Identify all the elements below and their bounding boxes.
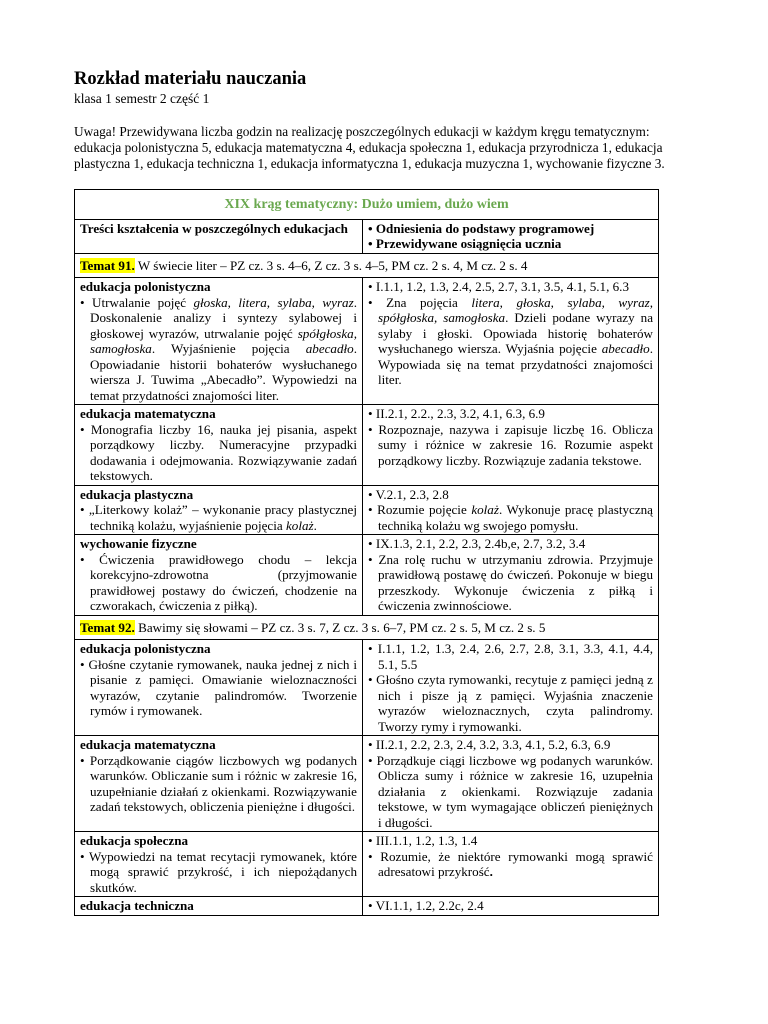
- section-content: [75, 832, 363, 897]
- topic-row-92: [75, 615, 659, 640]
- page-subtitle: klasa 1 semestr 2 część 1: [74, 91, 210, 106]
- section-row: [75, 897, 659, 916]
- section-row: [75, 278, 659, 405]
- section-content: [75, 485, 363, 535]
- section-row: [75, 535, 659, 616]
- section-content: [75, 736, 363, 832]
- section-content-text: • Wypowiedzi na temat recytacji rymowanek, które mogą sprawić przykrość, i ich niepożądanych skutków.: [80, 848, 357, 895]
- section-row: [75, 405, 659, 486]
- topic-91-text: W świecie liter – PZ cz. 3 s. 4–6, Z cz. 3 s. 4–5, PM cz. 2 s. 4, M cz. 2 s. 4: [134, 257, 528, 273]
- cycle-header-row: [75, 190, 659, 220]
- header-references-label: • Odniesienia do podstawy programowej: [368, 220, 595, 236]
- topic-91: [75, 253, 659, 278]
- section-content-text: • Utrwalanie pojęć głoska, litera, sylaba, wyraz. Doskonalenie analizy i syntezy sylabowej i głoskowej wyrazów, utrwalanie pojęć spółgłoska, samogłoska. Wyjaśnienie pojęcia abecadło. Opowiadanie historii bohaterów wysłuchanego wiersza J. Tuwima „Abecadło”. Wypowiedzi na temat przydatności znajomości liter.: [80, 294, 357, 403]
- curriculum-table: [74, 189, 659, 916]
- section-name: edukacja matematyczna: [80, 737, 216, 752]
- topic-92-text: Bawimy się słowami – PZ cz. 3 s. 7, Z cz. 3 s. 6–7, PM cz. 2 s. 5, M cz. 2 s. 5: [134, 619, 546, 635]
- section-outcomes: [363, 278, 659, 405]
- section-row: [75, 832, 659, 897]
- section-outcomes: [363, 736, 659, 832]
- section-content-text: • Ćwiczenia prawidłowego chodu – lekcja korekcyjno-zdrowotna (przyjmowanie prawidłowej postawy do ćwiczeń, chodzenie na czworakach, ćwiczenia z piłką).: [80, 551, 357, 613]
- curriculum-references: • I.1.1, 1.2, 1.3, 2.4, 2.6, 2.7, 2.8, 3.1, 3.3, 4.1, 4.4, 5.1, 5.5: [368, 641, 653, 672]
- curriculum-references: • VI.1.1, 1.2, 2.2c, 2.4: [368, 898, 484, 913]
- section-outcomes: [363, 405, 659, 486]
- hours-notice: Uwaga! Przewidywana liczba godzin na realizację poszczególnych edukacji w każdym kręgu tematycznym: edukacja polonistyczna 5, edukacja matematyczna 4, edukacja społeczna 1, edukacja przyrodnicza 1, edukacja plastyczna 1, edukacja techniczna 1, edukacja informatyczna 1, edukacja muzyczna 1, wychowanie fizyczne 3.: [74, 124, 665, 171]
- topic-92: [75, 615, 659, 640]
- section-content: [75, 405, 363, 486]
- section-name: edukacja polonistyczna: [80, 641, 211, 656]
- column-header-content: Treści kształcenia w poszczególnych edukacjach: [75, 219, 363, 253]
- curriculum-references: • II.2.1, 2.2, 2.3, 2.4, 3.2, 3.3, 4.1, 5.2, 6.3, 6.9: [368, 737, 611, 752]
- section-name: edukacja polonistyczna: [80, 279, 211, 294]
- section-outcomes: [363, 640, 659, 736]
- section-name: edukacja społeczna: [80, 833, 189, 848]
- section-outcomes: [363, 485, 659, 535]
- curriculum-references: • III.1.1, 1.2, 1.3, 1.4: [368, 833, 478, 848]
- topic-92-label: Temat 92.: [80, 619, 135, 635]
- page-title: Rozkład materiału nauczania: [74, 69, 307, 89]
- section-content: [75, 640, 363, 736]
- topic-row-91: [75, 253, 659, 278]
- section-outcomes: [363, 535, 659, 616]
- section-content-text: • Monografia liczby 16, nauka jej pisania, aspekt porządkowy liczby. Numeracyjne przypadki dodawania i odejmowania. Rozwiązywanie zadań tekstowych.: [80, 421, 357, 483]
- document-page: [74, 68, 684, 916]
- section-name: edukacja matematyczna: [80, 406, 216, 421]
- section-row: [75, 485, 659, 535]
- section-name: wychowanie fizyczne: [80, 536, 197, 551]
- column-header-references: [363, 219, 659, 253]
- topic-91-label: Temat 91.: [80, 257, 135, 273]
- section-content: [75, 278, 363, 405]
- curriculum-references: • V.2.1, 2.3, 2.8: [368, 486, 449, 502]
- expected-achievements: • Porządkuje ciągi liczbowe wg podanych warunków. Oblicza sumy i różnice w zakresie 16, uzupełnia działania z okienkami. Rozwiązuje zadania tekstowe, w tym wymagające obliczeń pieniężnych i długości.: [368, 752, 653, 830]
- section-name: edukacja techniczna: [80, 898, 194, 913]
- section-content-text: • Porządkowanie ciągów liczbowych wg podanych warunków. Obliczanie sum i różnic w zakresie 16, uzupełnianie działań z okienkami. Rozwiązywanie zadań tekstowych, obliczenia pieniężne i długości.: [80, 752, 357, 814]
- header-achievements-label: • Przewidywane osiągnięcia ucznia: [368, 236, 562, 251]
- expected-achievements: • Rozumie, że niektóre rymowanki mogą sprawić adresatowi przykrość.: [368, 848, 653, 879]
- expected-achievements: • Rozpoznaje, nazywa i zapisuje liczbę 16. Oblicza sumy i różnice w zakresie 16. Rozumie aspekt porządkowy liczby. Rozwiązuje zadania tekstowe.: [368, 421, 653, 468]
- section-row: [75, 640, 659, 736]
- section-content: [75, 897, 363, 916]
- section-content-text: • Głośne czytanie rymowanek, nauka jednej z nich i pisanie z pamięci. Omawianie wieloznaczności wyrazów, czytanie palindromów. Tworzenie rymów i rymowanek.: [80, 656, 357, 718]
- section-outcomes: [363, 832, 659, 897]
- section-name: edukacja plastyczna: [80, 486, 194, 502]
- column-header-row: [75, 219, 659, 253]
- section-row: [75, 736, 659, 832]
- curriculum-references: • I.1.1, 1.2, 1.3, 2.4, 2.5, 2.7, 3.1, 3.5, 4.1, 5.1, 6.3: [368, 279, 629, 294]
- expected-achievements: • Zna pojęcia litera, głoska, sylaba, wyraz, spółgłoska, samogłoska. Dzieli podane wyrazy na sylaby i głoski. Opowiada historię bohaterów wysłuchanego wiersza. Wyjaśnia pojęcie abecadło. Wypowiada się na temat przydatności znajomości liter.: [368, 294, 654, 387]
- section-content: [75, 535, 363, 616]
- section-content-text: • „Literkowy kolaż” – wykonanie pracy plastycznej techniką kolażu, wyjaśnienie pojęcia kolaż.: [80, 502, 357, 533]
- section-outcomes: [363, 897, 659, 916]
- expected-achievements: • Rozumie pojęcie kolaż. Wykonuje pracę plastyczną techniką kolażu wg swojego pomysłu.: [368, 502, 653, 533]
- curriculum-references: • II.2.1, 2.2., 2.3, 3.2, 4.1, 6.3, 6.9: [368, 406, 545, 421]
- cycle-title: XIX krąg tematyczny: Dużo umiem, dużo wiem: [75, 190, 659, 220]
- expected-achievements: • Zna rolę ruchu w utrzymaniu zdrowia. Przyjmuje prawidłową postawę do ćwiczeń. Pokonuje w biegu przeszkody. Wykonuje ćwiczenia z piłką i ćwiczenia zwinnościowe.: [368, 551, 653, 613]
- curriculum-references: • IX.1.3, 2.1, 2.2, 2.3, 2.4b,e, 2.7, 3.2, 3.4: [368, 536, 586, 551]
- expected-achievements: • Głośno czyta rymowanki, recytuje z pamięci jedną z nich i pisze ją z pamięci. Wyjaśnia znaczenie wyrazów wieloznacznych, czyta palindromy. Tworzy rymy i rymowanki.: [368, 672, 653, 734]
